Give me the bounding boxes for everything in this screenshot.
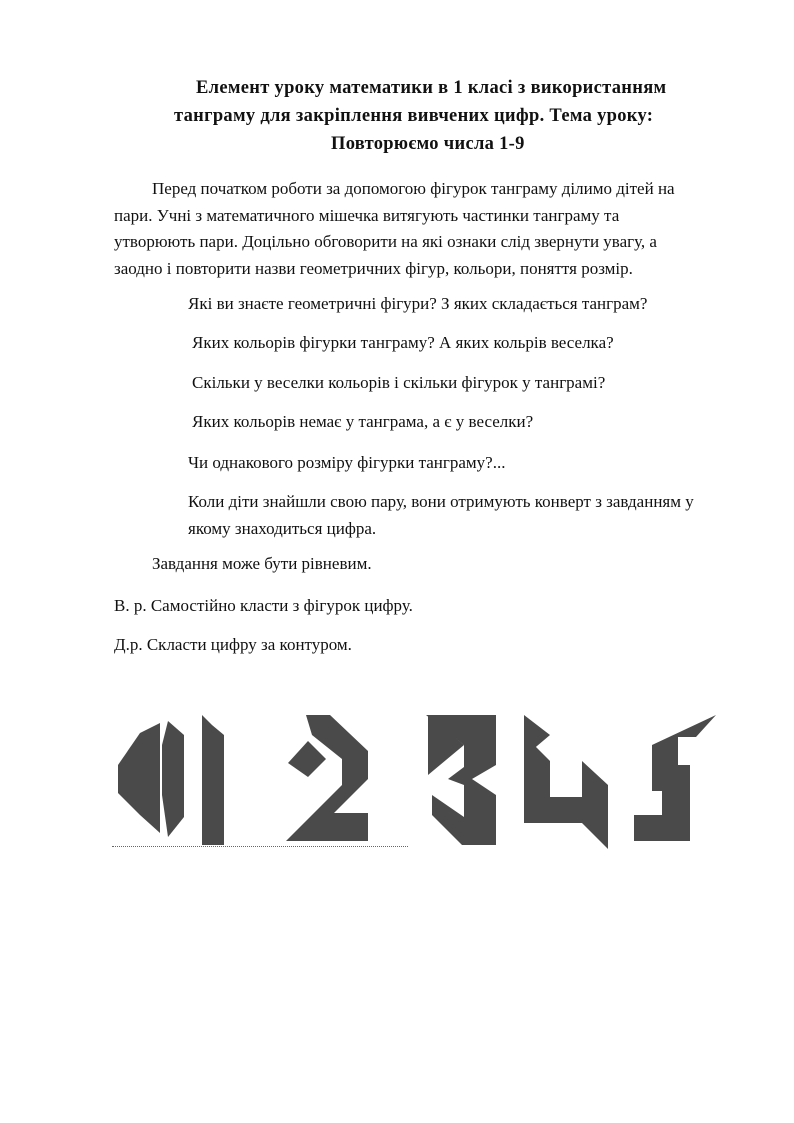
tangram-digits-figure — [112, 705, 722, 855]
level-intro: Завдання може бути рівневим. — [152, 554, 372, 573]
tangram-digit-0 — [118, 721, 184, 837]
title-line-1: Елемент уроку математики в 1 класі з використанням — [196, 78, 667, 98]
title-line-3: Повторюємо числа 1-9 — [331, 134, 525, 154]
intro-line-1: Перед початком роботи за допомогою фігурок танграму ділимо дітей на — [152, 179, 675, 198]
tangram-digit-4 — [524, 715, 608, 849]
title-line-2: танграму для закріплення вивчених цифр. Тема уроку: — [174, 106, 654, 126]
question-5: Чи однакового розміру фігурки танграму?... — [188, 453, 506, 472]
question-3: Скільки у веселки кольорів і скільки фігурок у танграмі? — [192, 373, 606, 392]
d-level-task: Д.р. Скласти цифру за контуром. — [114, 635, 352, 654]
intro-paragraph — [114, 176, 714, 282]
tangram-digit-2 — [286, 715, 368, 841]
intro-line-2: пари. Учні з математичного мішечка витягують частинки танграму та — [114, 205, 620, 225]
tangram-digit-5 — [634, 715, 716, 841]
dotted-line-divider — [112, 846, 408, 847]
question-4: Яких кольорів немає у танграма, а є у веселки? — [192, 412, 534, 431]
intro-line-4: заодно і повторити назви геометричних фігур, кольори, поняття розмір. — [114, 258, 633, 278]
intro-line-3: утворюють пари. Доцільно обговорити на які ознаки слід звернути увагу, а — [114, 232, 657, 251]
envelope-line-2: якому знаходиться цифра. — [188, 518, 377, 538]
b-level-task: В. р. Самостійно класти з фігурок цифру. — [114, 596, 413, 615]
envelope-line-1: Коли діти знайшли свою пару, вони отримують конверт з завданням у — [188, 492, 694, 511]
question-2: Яких кольорів фігурки танграму? А яких кольрів веселка? — [192, 333, 614, 352]
question-1: Які ви знаєте геометричні фігури? З яких складається танграм? — [188, 294, 648, 313]
tangram-digit-3 — [426, 715, 496, 845]
envelope-paragraph — [188, 489, 758, 542]
